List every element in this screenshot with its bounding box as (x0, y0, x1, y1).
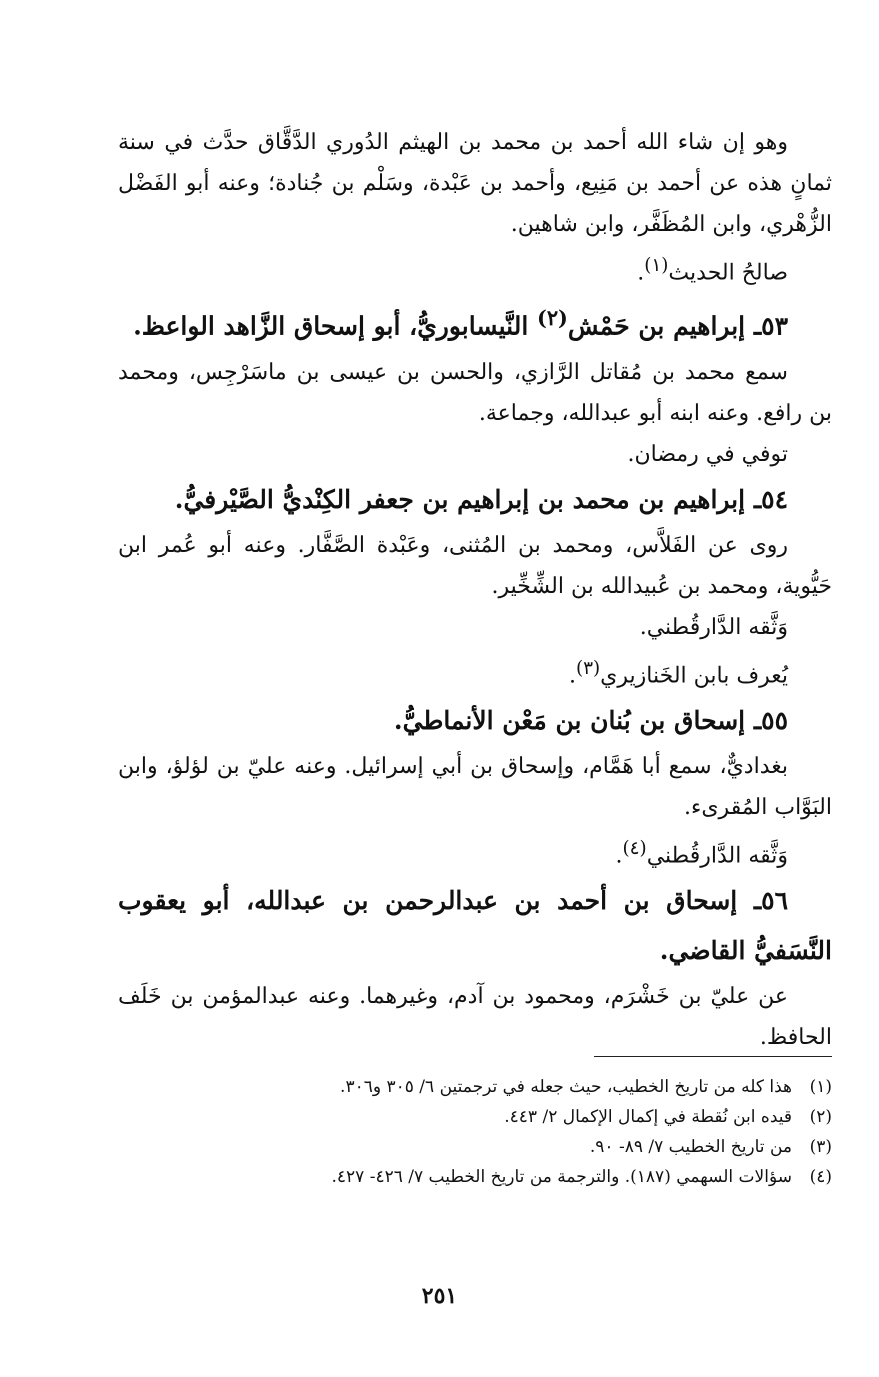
entry-54-heading (118, 475, 832, 525)
entry-55-name: إسحاق بن بُنان بن مَعْن الأنماطيُّ. (393, 705, 746, 735)
entry-54-known-as: يُعرف بابن الخَنازيري$^{(٣)}$. (569, 657, 788, 688)
entry-55-reliability: وَثَّقه الدَّارقُطني$^{(٤)}$. (615, 837, 788, 869)
footnote-1-text: هذا كله من تاريخ الخطيب، حيث جعله في ترجمتين ٦/ ٣٠٥ و٣٠٦. (340, 1077, 792, 1097)
footnote-4 (118, 1162, 832, 1192)
entry-54-name: إبراهيم بن محمد بن إبراهيم بن جعفر الكِنْديُّ الصَّيْرفيُّ. (174, 484, 746, 514)
entry-55-heading (118, 696, 832, 746)
paragraph-intro: وهو إن شاء الله أحمد بن محمد بن الهيثم الدُوري الدَّقَّاق حدَّث في سنة ثمانٍ هذه عن أحمد بن مَنِيع، وأحمد بن عَبْدة، وسَلْم بن جُنادة؛ وعنه أبو الفَضْل الزُّهْري، وابن المُظَفَّر، وابن شاهين. (118, 130, 832, 237)
main-text (118, 122, 832, 1058)
entry-56-heading (118, 876, 832, 976)
footnote-2-mark: (٢) (809, 1107, 832, 1127)
entry-55-body: بغداديٌّ، سمع أبا هَمَّام، وإسحاق بن أبي إسرائيل. وعنه عليّ بن لؤلؤ، وابن البَوَّاب المُقرىء. (118, 753, 832, 820)
entry-55-number: ٥٥ـ (753, 705, 788, 735)
footnote-ref-1[interactable]: (١) (644, 255, 669, 276)
page-number: ٢٥١ (421, 1283, 458, 1309)
entry-53-name: إبراهيم بن حَمْش (567, 311, 746, 341)
entry-53-body: سمع محمد بن مُقاتل الرَّازي، والحسن بن عيسى بن ماسَرْجِس، ومحمد بن رافع. وعنه ابنه أبو عبدالله، وجماعة. (118, 359, 832, 426)
footnotes (118, 1072, 832, 1192)
entry-56-body: عن عليّ بن خَشْرَم، ومحمود بن آدم، وغيرهما. وعنه عبدالمؤمن بن خَلَف الحافظ. (118, 984, 832, 1051)
footnote-ref-4[interactable]: (٤) (622, 837, 647, 859)
grade-text: صالحُ الحديث (668, 260, 788, 286)
footnote-1-mark: (١) (809, 1077, 832, 1097)
footnote-3-text: من تاريخ الخطيب ٧/ ٨٩- ٩٠. (589, 1137, 792, 1157)
footnote-2 (118, 1102, 832, 1132)
footnote-4-text: سؤالات السهمي (١٨٧). والترجمة من تاريخ الخطيب ٧/ ٤٢٦- ٤٢٧. (331, 1167, 792, 1187)
entry-53-number: ٥٣ـ (753, 311, 788, 341)
paragraph-grade: صالحُ الحديث$^{(١)}$. (637, 255, 788, 286)
entry-53-name-rest: النَّيسابوريُّ، أبو إسحاق الزَّاهد الواعظ. (133, 311, 529, 341)
entry-54-body: روى عن الفَلاَّس، ومحمد بن المُثنى، وعَبْدة الصَّفَّار. وعنه أبو عُمر ابن حَيُّوية، ومحمد بن عُبيدالله بن الشِّخِّير. (118, 532, 832, 599)
entry-53-death: توفي في رمضان. (627, 441, 788, 467)
footnote-2-text: قيده ابن نُقطة في إكمال الإكمال ٢/ ٤٤٣. (504, 1107, 792, 1127)
footnote-divider (594, 1056, 832, 1057)
reliability-text: وَثَّقه الدَّارقُطني (646, 843, 788, 869)
footnote-3 (118, 1132, 832, 1162)
footnote-ref-2[interactable]: (٢) (537, 305, 568, 331)
footnote-4-mark: (٤) (809, 1167, 832, 1187)
entry-54-reliability: وَثَّقه الدَّارقُطني. (639, 614, 788, 640)
entry-54-number: ٥٤ـ (753, 484, 788, 514)
entry-56-name: إسحاق بن أحمد بن عبدالرحمن بن عبدالله، أبو يعقوب النَّسَفيُّ القاضي. (118, 886, 832, 966)
footnote-3-mark: (٣) (809, 1137, 832, 1157)
entry-56-number: ٥٦ـ (753, 886, 788, 916)
footnote-1 (118, 1072, 832, 1102)
footnote-ref-3[interactable]: (٣) (576, 657, 601, 679)
known-as-text: يُعرف بابن الخَنازيري (600, 662, 788, 688)
entry-53-heading (118, 293, 832, 351)
